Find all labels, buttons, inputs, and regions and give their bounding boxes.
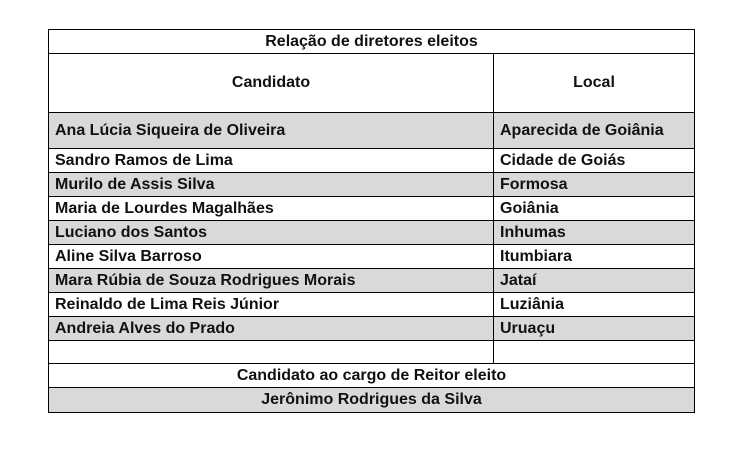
table-row [49,113,694,149]
candidate-location: Aparecida de Goiânia [500,122,664,139]
empty-row [49,341,694,364]
candidate-name: Maria de Lourdes Magalhães [49,197,494,220]
candidate-name: Mara Rúbia de Souza Rodrigues Morais [49,269,494,292]
table-row [49,173,694,197]
rector-name: Jerônimo Rodrigues da Silva [261,391,482,408]
candidate-location: Luziânia [500,296,565,313]
table-title-row [49,30,694,54]
column-header-candidate: Candidato [49,54,494,112]
candidate-location: Itumbiara [500,248,573,265]
column-header-location: Local [573,74,615,91]
table-row [49,149,694,173]
empty-cell [49,341,494,363]
candidate-name: Andreia Alves do Prado [49,317,494,340]
candidate-name: Murilo de Assis Silva [49,173,494,196]
rector-title: Candidato ao cargo de Reitor eleito [236,367,507,384]
table-row [49,221,694,245]
candidate-name: Aline Silva Barroso [49,245,494,268]
table-row [49,245,694,269]
candidate-location: Formosa [500,176,568,193]
candidate-name: Reinaldo de Lima Reis Júnior [49,293,494,316]
candidate-location: Cidade de Goiás [500,152,626,169]
candidate-name: Sandro Ramos de Lima [49,149,494,172]
candidate-name: Ana Lúcia Siqueira de Oliveira [49,113,494,148]
table-title: Relação de diretores eleitos [265,33,478,50]
empty-cell [494,341,694,363]
table-row [49,293,694,317]
table-header-row [49,54,694,113]
rector-name-row [49,388,694,412]
table-row [49,269,694,293]
candidate-location: Jataí [500,272,537,289]
candidate-location: Uruaçu [500,320,556,337]
candidate-location: Inhumas [500,224,566,241]
table-row [49,197,694,221]
rector-title-row [49,364,694,388]
candidate-name: Luciano dos Santos [49,221,494,244]
candidate-location: Goiânia [500,200,559,217]
elected-directors-table [48,29,695,413]
table-row [49,317,694,341]
